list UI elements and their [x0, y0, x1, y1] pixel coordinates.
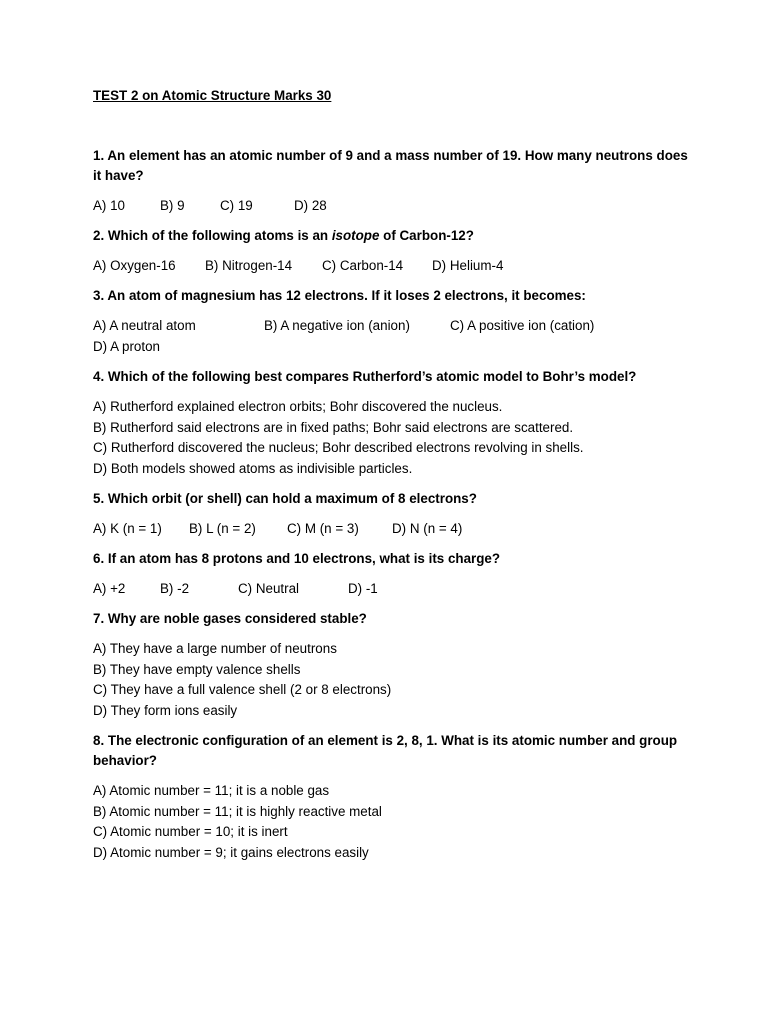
option-3c: C) A positive ion (cation): [450, 318, 595, 333]
option-6c: C) Neutral: [238, 581, 300, 596]
option-5b: B) L (n = 2): [189, 521, 256, 536]
option-7d: D) They form ions easily: [93, 702, 238, 718]
option-8c: C) Atomic number = 10; it is inert: [93, 824, 288, 839]
question-5: 5. Which orbit (or shell) can hold a maximum of 8 electrons?: [93, 491, 477, 506]
option-1c: C) 19: [220, 198, 253, 213]
test-title: TEST 2 on Atomic Structure Marks 30: [93, 88, 332, 103]
option-7b: B) They have empty valence shells: [93, 661, 301, 677]
question-1: 1. An element has an atomic number of 9 and a mass number of 19. How many neutrons does it have?: [93, 148, 688, 183]
option-8b: B) Atomic number = 11; it is highly reactive metal: [93, 803, 382, 819]
option-6b: B) -2: [160, 581, 190, 596]
option-8d: D) Atomic number = 9; it gains electrons easily: [93, 844, 369, 860]
option-7c: C) They have a full valence shell (2 or 8 electrons): [93, 682, 392, 697]
document-page: [93, 86, 693, 873]
option-3a: A) A neutral atom: [93, 318, 196, 333]
option-6d: D) -1: [348, 581, 378, 596]
option-6a: A) +2: [93, 581, 126, 596]
option-3b: B) A negative ion (anion): [264, 318, 410, 333]
options-2: [93, 256, 693, 276]
question-4: 4. Which of the following best compares Rutherford’s atomic model to Bohr’s model?: [93, 369, 637, 384]
options-3: [93, 316, 693, 357]
question-8: 8. The electronic configuration of an element is 2, 8, 1. What is its atomic number and group behavior?: [93, 733, 678, 768]
option-5d: D) N (n = 4): [392, 521, 463, 536]
options-5: [93, 519, 693, 539]
option-4a: A) Rutherford explained electron orbits; Bohr discovered the nucleus.: [93, 399, 503, 414]
question-2: [93, 226, 693, 246]
options-4: [93, 397, 693, 479]
options-6: [93, 579, 693, 599]
question-6: 6. If an atom has 8 protons and 10 electrons, what is its charge?: [93, 551, 501, 566]
question-2-text-before: 2. Which of the following atoms is an: [93, 228, 332, 243]
option-4d: D) Both models showed atoms as indivisible particles.: [93, 460, 413, 476]
option-1d: D) 28: [294, 198, 327, 213]
option-4b: B) Rutherford said electrons are in fixed paths; Bohr said electrons are scattered.: [93, 419, 574, 435]
option-5a: A) K (n = 1): [93, 521, 162, 536]
option-5c: C) M (n = 3): [287, 521, 359, 536]
options-7: [93, 639, 693, 721]
option-3d: D) A proton: [93, 338, 160, 354]
question-3: 3. An atom of magnesium has 12 electrons. If it loses 2 electrons, it becomes:: [93, 288, 586, 303]
options-1: [93, 196, 693, 216]
question-2-text-after: of Carbon-12?: [379, 228, 474, 243]
option-2b: B) Nitrogen-14: [205, 258, 293, 273]
option-4c: C) Rutherford discovered the nucleus; Bohr described electrons revolving in shells.: [93, 440, 584, 455]
option-8a: A) Atomic number = 11; it is a noble gas: [93, 783, 330, 798]
question-7: 7. Why are noble gases considered stable?: [93, 611, 367, 626]
options-8: [93, 781, 693, 863]
option-1a: A) 10: [93, 198, 126, 213]
option-2d: D) Helium-4: [432, 258, 504, 273]
option-7a: A) They have a large number of neutrons: [93, 641, 337, 656]
option-1b: B) 9: [160, 198, 185, 213]
option-2c: C) Carbon-14: [322, 258, 404, 273]
question-2-italic: isotope: [331, 228, 380, 243]
option-2a: A) Oxygen-16: [93, 258, 176, 273]
